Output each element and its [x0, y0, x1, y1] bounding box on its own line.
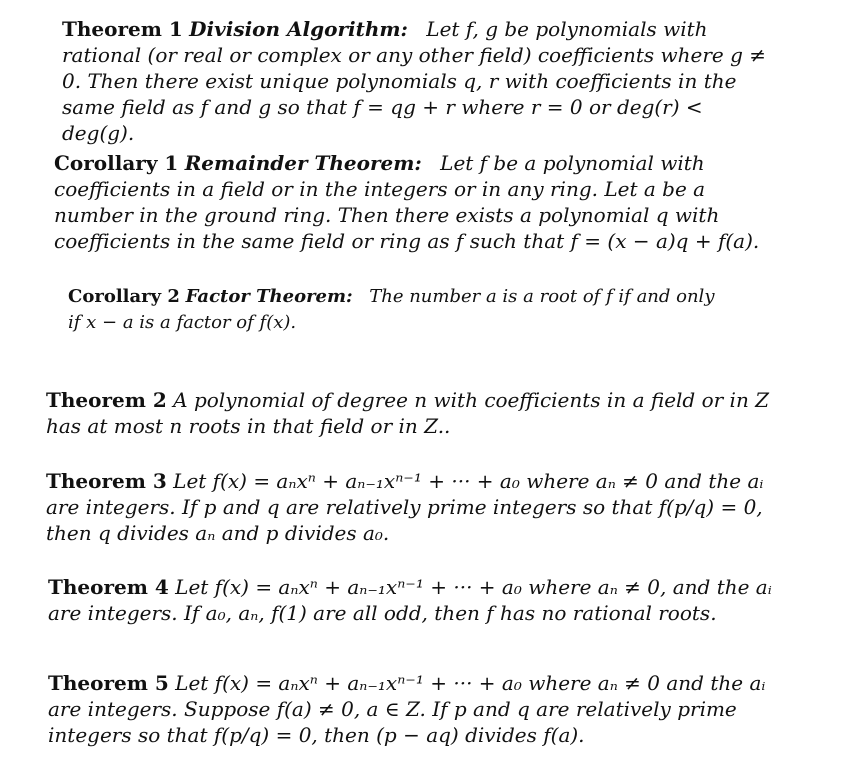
- theorem-1-text: Let f, g be polynomials with rational (or real or complex or any other field) coefficients where g ≠ 0. Then there exist unique polynomials q, r with coefficients in the same field as f and g so that f = qg + r where r = 0 or deg(r) < deg(g).: [62, 17, 766, 145]
- theorem-3-label: Theorem 3: [46, 469, 167, 493]
- theorem-4-text: Let f(x) = aₙxⁿ + aₙ₋₁xⁿ⁻¹ + ··· + a₀ where aₙ ≠ 0, and the aᵢ are integers. If a₀, aₙ, f(1) are all odd, then f has no rational roots.: [48, 575, 772, 625]
- theorem-1-label: Theorem 1: [62, 17, 183, 41]
- corollary-1: [54, 150, 780, 254]
- theorem-4: [48, 574, 790, 626]
- corollary-2: [68, 284, 728, 336]
- theorem-1-title: Division Algorithm:: [189, 17, 408, 41]
- theorem-1: [62, 16, 772, 146]
- corollary-2-title: Factor Theorem:: [185, 286, 353, 307]
- corollary-2-text: The number a is a root of f if and only if x − a is a factor of f(x).: [68, 286, 715, 333]
- theorem-4-label: Theorem 4: [48, 575, 169, 599]
- theorem-5: [48, 670, 790, 748]
- theorem-5-text: Let f(x) = aₙxⁿ + aₙ₋₁xⁿ⁻¹ + ··· + a₀ where aₙ ≠ 0 and the aᵢ are integers. Suppose f(a) ≠ 0, a ∈ Z. If p and q are relatively prime integers so that f(p/q) = 0, then (p − aq) divides f(a).: [48, 671, 766, 747]
- corollary-1-label: Corollary 1: [54, 151, 179, 175]
- theorem-3-text: Let f(x) = aₙxⁿ + aₙ₋₁xⁿ⁻¹ + ··· + a₀ where aₙ ≠ 0 and the aᵢ are integers. If p and q are relatively prime integers so that f(p/q) = 0, then q divides aₙ and p divides a₀.: [46, 469, 764, 545]
- theorem-5-label: Theorem 5: [48, 671, 169, 695]
- theorem-3: [46, 468, 788, 546]
- corollary-1-title: Remainder Theorem:: [184, 151, 422, 175]
- corollary-1-text: Let f be a polynomial with coefficients in a field or in the integers or in any ring. Let a be a number in the ground ring. Then there exists a polynomial q with coefficients in the same field or ring as f such that f = (x − a)q + f(a).: [54, 151, 760, 253]
- theorem-2-label: Theorem 2: [46, 388, 167, 412]
- theorem-2: [46, 387, 788, 439]
- theorem-2-text: A polynomial of degree n with coefficients in a field or in Z has at most n roots in that field or in Z..: [46, 388, 770, 438]
- corollary-2-label: Corollary 2: [68, 286, 180, 307]
